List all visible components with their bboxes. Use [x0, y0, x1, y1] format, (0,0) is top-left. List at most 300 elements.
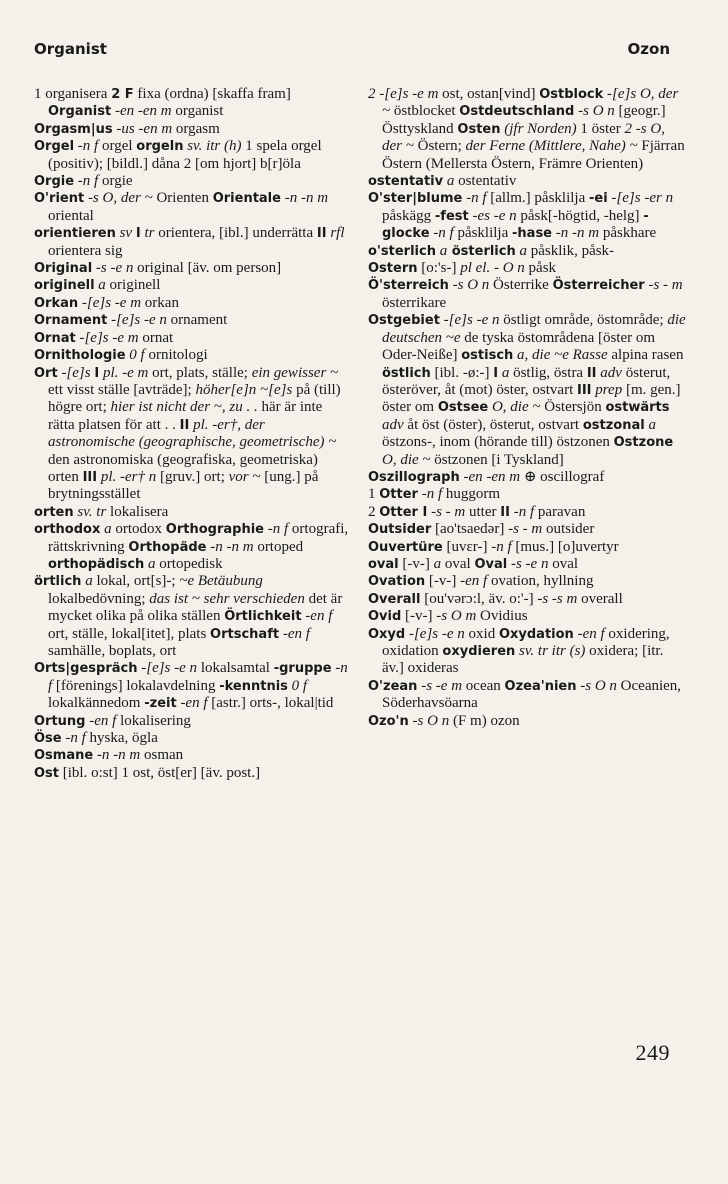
definition-text: oxid — [464, 625, 499, 642]
grammar-note: -s O n — [408, 712, 450, 729]
grammar-note: -e m — [118, 364, 149, 381]
grammar-note: a — [443, 173, 455, 190]
definition-text: [astr.] orts-, lokal|tid — [207, 695, 334, 712]
definition-text: [m. gen.] öster om — [382, 381, 681, 416]
sense-number: II — [316, 226, 327, 242]
headword: Ostzone — [613, 435, 674, 451]
dictionary-entry — [368, 86, 686, 173]
definition-text: ortopedisk — [155, 555, 223, 572]
grammar-note: -n f — [263, 521, 289, 538]
definition-text: lokal, ort[s]-; — [92, 573, 180, 590]
definition-text: de tyska östområdena [öster om Oder-Neiße] — [382, 329, 656, 364]
headword: Ö'sterreich — [368, 278, 449, 294]
definition-text: original [äv. om person] — [133, 260, 282, 277]
headword: -ei — [589, 191, 608, 207]
grammar-note: O, die ~ — [488, 399, 541, 416]
dictionary-entry — [34, 660, 352, 712]
definition-text: [mus.] [o]uvertyr — [511, 538, 619, 555]
definition-text: påsklik, påsk- — [526, 242, 615, 259]
definition-text: oval — [548, 555, 579, 572]
grammar-note: ~e Betäubung — [179, 573, 263, 590]
definition-text: ort, ställe, lokal[itet], plats — [48, 625, 211, 642]
definition-text: österrikare — [382, 294, 447, 311]
grammar-note: 0 f — [287, 677, 308, 694]
headword: Ouvertüre — [368, 539, 443, 555]
definition-text: huggorm — [442, 486, 501, 503]
dictionary-entry — [368, 626, 686, 678]
definition-text: [-v-] — [425, 573, 461, 590]
grammar-note: -en f — [85, 712, 117, 729]
grammar-note: -[e]s -e n — [137, 660, 198, 677]
grammar-note: -n f — [462, 190, 487, 207]
sense-number: 2 — [111, 87, 125, 102]
sense-number: I — [417, 504, 428, 520]
definition-text: orientera sig — [48, 242, 123, 259]
headword: östlich — [382, 365, 431, 381]
grammar-note: -s -s m — [537, 590, 578, 607]
sense-number: I — [94, 365, 100, 381]
grammar-note: -n f — [61, 730, 86, 747]
headword: Ornithologie — [34, 348, 126, 364]
definition-text: 1 — [368, 486, 380, 503]
definition-text: ostentativ — [454, 173, 517, 190]
grammar-note: -en f — [460, 573, 488, 590]
grammar-note: -es -e n — [468, 207, 517, 224]
grammar-note: 0 f — [125, 347, 145, 364]
grammar-note: a — [515, 242, 527, 259]
grammar-note: -n f — [74, 138, 99, 155]
definition-text: orgel — [98, 138, 137, 155]
grammar-note: -s O, der ~ — [84, 190, 153, 207]
grammar-note: -us -en m — [112, 120, 173, 137]
grammar-note: -en f — [176, 695, 208, 712]
grammar-note: 2 -[e]s -e m — [368, 86, 439, 102]
definition-text: [uvɛr-] — [442, 538, 492, 555]
headword: Ortschaft — [210, 626, 280, 642]
grammar-note: a — [435, 242, 448, 259]
dictionary-entry — [368, 591, 686, 608]
definition-text: oval — [441, 555, 475, 572]
sense-number: I — [135, 226, 141, 242]
headword: Ortung — [34, 713, 86, 729]
dictionary-entry — [34, 573, 352, 660]
grammar-note: -en f — [573, 625, 605, 642]
sense-number: III — [82, 469, 98, 485]
headword: O'ster|blume — [368, 191, 463, 207]
grammar-note: a — [81, 573, 93, 590]
definition-text: Fjärran Östern (Mellersta Östern, Främre Orienten) — [382, 138, 685, 172]
definition-text: [ao'tsaedər] — [431, 521, 509, 538]
headword: Ostern — [368, 261, 418, 277]
definition-text: orgie — [98, 173, 133, 190]
definition-text: [ou'vərɔ:l, äv. o:'-] — [420, 590, 538, 607]
definition-text: orgasm — [172, 120, 220, 137]
grammar-note: -[e]s -e n — [405, 625, 465, 642]
grammar-note: pl. -er†, der astronomische (geographische, geometrische) ~ — [48, 416, 337, 451]
definition-text: [o:'s-] — [417, 260, 461, 277]
grammar-note: a — [100, 521, 112, 538]
definition-text: ortoped — [253, 538, 304, 555]
grammar-note: -[e]s — [57, 364, 95, 381]
sense-number: II — [586, 365, 597, 381]
grammar-note: das ist ~ sehr verschieden — [149, 590, 305, 607]
dictionary-entry — [34, 86, 352, 121]
headword: Organist — [48, 104, 112, 120]
grammar-note: hier ist nicht der ~, zu . . — [110, 399, 258, 416]
headword: Oxyd — [368, 626, 406, 642]
headword: Orgasm|us — [34, 121, 113, 137]
definition-text: lokalkännedom — [48, 695, 145, 712]
grammar-note: -s O m — [436, 608, 477, 625]
dictionary-entry — [368, 521, 686, 538]
dictionary-entry — [368, 486, 686, 503]
definition-text: ortodox — [111, 521, 166, 538]
definition-text: organist — [171, 103, 224, 120]
definition-text: fixa (ordna) [skaffa fram] — [133, 86, 291, 102]
grammar-note: -n -n m — [280, 190, 329, 207]
grammar-note: -n -n m — [552, 225, 600, 242]
definition-text: [ibl. -ø:-] — [430, 364, 494, 381]
sense-number: II — [500, 504, 510, 520]
grammar-note: pl. -er† n — [97, 468, 157, 485]
headword: o'sterlich — [368, 243, 436, 259]
definition-text: på (till) högre ort; — [48, 381, 341, 416]
headword: orthodox — [34, 522, 101, 538]
headword: -kenntnis — [219, 678, 288, 694]
page-number: 249 — [635, 1040, 670, 1065]
dictionary-entry — [34, 713, 352, 730]
headword: -zeit — [144, 696, 177, 712]
dictionary-entry — [34, 138, 352, 173]
sense-number: I — [493, 365, 499, 381]
grammar-note: pl el. - O n — [460, 260, 525, 277]
headword: Outsider — [368, 522, 432, 538]
headword: Otter — [379, 487, 418, 503]
headword: orientieren — [34, 226, 116, 242]
definition-text: ovation, hyllning — [487, 573, 594, 590]
grammar-note: -s O n — [448, 277, 490, 294]
grammar-note: -n f — [429, 225, 454, 242]
headword: -fest — [434, 208, 469, 224]
definition-text: 1 öster — [576, 120, 625, 137]
headword: ostentativ — [368, 174, 444, 190]
headword: Ost — [34, 765, 60, 781]
definition-text: lokalbedövning; — [48, 590, 150, 607]
grammar-note: -s - m — [644, 277, 683, 294]
definition-text: utter — [465, 503, 501, 520]
grammar-note: O, die ~ — [382, 451, 431, 468]
headword: Oxydation — [498, 626, 574, 642]
headword: Örtlichkeit — [224, 609, 302, 625]
definition-text: 2 — [368, 503, 380, 520]
dictionary-entry — [34, 330, 352, 347]
dictionary-entry — [34, 312, 352, 329]
headword: Ozo'n — [368, 713, 409, 729]
definition-text: östzonen [i Tyskland] — [430, 451, 564, 468]
headword: Ovation — [368, 574, 426, 590]
headword: Oval — [474, 556, 508, 572]
headword: orthopädisch — [48, 556, 145, 572]
definition-text: [allm.] påsklilja — [486, 190, 589, 207]
headword: Öse — [34, 731, 62, 747]
headword: Orthographie — [165, 522, 264, 538]
headword: Ostsee — [437, 400, 489, 416]
headword: -glocke — [382, 208, 649, 242]
dictionary-entry — [34, 347, 352, 364]
headword: -gruppe — [273, 661, 332, 677]
dictionary-entry — [368, 713, 686, 730]
dictionary-entry — [368, 312, 686, 469]
grammar-note: a — [644, 416, 656, 433]
definition-text: oxidering, oxidation — [382, 625, 670, 659]
grammar-note: -s - m — [508, 521, 543, 538]
dictionary-entry — [34, 765, 352, 782]
grammar-note: sv — [115, 225, 136, 242]
grammar-note: -en f — [279, 625, 310, 642]
headword: Ovid — [368, 609, 402, 625]
dictionary-entry — [34, 173, 352, 190]
dictionary-entry — [368, 504, 686, 521]
grammar-note: -s O n — [574, 103, 615, 120]
sense-number: F — [124, 87, 134, 102]
headword: Osmane — [34, 748, 94, 764]
definition-text: östblocket — [390, 103, 460, 120]
dictionary-entry — [34, 747, 352, 764]
grammar-note: die deutschen ~e — [382, 312, 686, 346]
grammar-note: -s -e n — [507, 555, 549, 572]
dictionary-entry — [34, 260, 352, 277]
grammar-note: -[e]s -e m — [78, 294, 142, 311]
headword: orten — [34, 504, 74, 520]
grammar-note: -[e]s -e n — [107, 312, 167, 329]
dictionary-entry — [368, 556, 686, 573]
right-column — [368, 86, 686, 730]
definition-text: osman — [140, 747, 184, 764]
headword: -hase — [512, 226, 552, 242]
definition-text: Östersjön — [540, 399, 606, 416]
headword: Orts|gespräch — [34, 661, 138, 677]
grammar-note: -s -e n — [92, 260, 134, 277]
dictionary-entry — [34, 504, 352, 521]
grammar-note: -n f — [48, 660, 348, 694]
definition-text: ost, ostan[vind] — [438, 86, 540, 102]
sense-number: II — [179, 417, 190, 433]
dictionary-entry — [368, 539, 686, 556]
definition-text: Österrike — [489, 277, 553, 294]
sense-number: III — [577, 382, 592, 398]
headword: Orthopäde — [128, 539, 207, 555]
dictionary-entry — [34, 365, 352, 504]
definition-text: paravan — [534, 503, 586, 520]
definition-text: [-v-] — [401, 608, 437, 625]
definition-text: påskägg — [382, 207, 435, 224]
definition-text: Ovidius — [476, 608, 528, 625]
definition-text: östlig, östra — [509, 364, 587, 381]
grammar-note: prep — [591, 381, 623, 398]
headword: oval — [368, 556, 399, 572]
definition-text: Oceanien, Söderhavsöarna — [382, 677, 682, 712]
grammar-note: a — [94, 277, 106, 294]
definition-text: påsk — [524, 260, 557, 277]
grammar-note: der Ferne (Mittlere, Nahe) ~ — [465, 138, 638, 155]
definition-text: Orienten — [152, 190, 213, 207]
grammar-note: -n -n m — [93, 747, 141, 764]
grammar-note: sv. tr itr (s) — [515, 643, 586, 659]
definition-text: hyska, ögla — [85, 730, 158, 747]
dictionary-entry — [368, 190, 686, 242]
dictionary-entry — [34, 521, 352, 573]
headword: Ort — [34, 365, 58, 381]
definition-text: [förenings] lokalavdelning — [52, 677, 220, 694]
definition-text: alpina rasen — [607, 347, 684, 364]
definition-text: ⊕ oscillograf — [520, 468, 605, 485]
headword: Otter — [379, 504, 418, 520]
definition-text: lokalisera — [106, 503, 169, 520]
definition-text: Östern; — [413, 138, 466, 155]
headword: ostwärts — [605, 400, 670, 416]
headword: örtlich — [34, 574, 82, 590]
grammar-note: vor ~ — [228, 468, 261, 485]
grammar-note: a — [498, 364, 510, 381]
definition-text: ozon — [486, 712, 520, 729]
headword: Oszillograph — [368, 469, 460, 485]
headword: Orkan — [34, 295, 79, 311]
headword: Ostdeutschland — [459, 104, 575, 120]
headword: O'rient — [34, 191, 85, 207]
headword: orgeln — [136, 139, 184, 155]
headword: Overall — [368, 591, 421, 607]
headword: ostisch — [461, 348, 514, 364]
grammar-note: höher[e]n ~[e]s — [195, 381, 293, 398]
grammar-note: a — [144, 555, 156, 572]
dictionary-entry — [368, 608, 686, 625]
definition-text: påsk[-högtid, -helg] — [516, 207, 644, 224]
definition-text: [-v-] — [398, 555, 434, 572]
headword: Ornament — [34, 313, 108, 329]
definition-text: [gruv.] ort; — [156, 468, 229, 485]
grammar-note: -n f — [417, 486, 443, 503]
dictionary-entry — [368, 260, 686, 277]
definition-text: ort, plats, ställe; — [148, 364, 252, 381]
grammar-note: -n f — [509, 503, 535, 520]
headword: Ostgebiet — [368, 313, 440, 329]
definition-text: orientera, [ibl.] underrätta — [154, 225, 317, 242]
dictionary-entry — [34, 730, 352, 747]
definition-text: östzons-, inom (hörande till) östzonen — [382, 434, 614, 451]
definition-text: påskhare — [599, 225, 657, 242]
definition-text: 1 spela orgel (positiv); [bildl.] dåna 2 [om hjort] b[r]öla — [48, 138, 322, 172]
headword: Osten — [457, 121, 501, 137]
headword: Ostblock — [539, 87, 604, 102]
grammar-note: pl. — [99, 364, 119, 381]
grammar-note: -s - m — [427, 503, 466, 520]
definition-text: (F m) — [449, 712, 487, 729]
left-column — [34, 86, 352, 782]
definition-text: det är mycket olika på olika ställen — [48, 590, 343, 625]
definition-text: 1 organisera — [34, 86, 112, 102]
definition-text: östligt område, östområde; — [499, 312, 668, 329]
headword: Orgel — [34, 139, 75, 155]
grammar-note: -n f — [74, 173, 99, 190]
headword: O'zean — [368, 678, 418, 694]
grammar-note: -s -e m — [417, 677, 463, 694]
dictionary-entry — [368, 277, 686, 312]
definition-text: lokalsamtal — [197, 660, 274, 677]
grammar-note: 2 -s O, der ~ — [382, 120, 665, 155]
grammar-note: -n -n m — [206, 538, 254, 555]
definition-text: påsklilja — [453, 225, 513, 242]
grammar-note: -en f — [301, 608, 333, 625]
headword: Orientale — [212, 191, 281, 207]
dictionary-entry — [368, 173, 686, 190]
grammar-note: -en -en m — [111, 103, 172, 120]
grammar-note: rfl — [326, 225, 345, 242]
definition-text: ortografi, rättskrivning — [48, 521, 349, 555]
grammar-note: a — [433, 555, 442, 572]
definition-text: ett visst ställe [avträde]; — [48, 381, 196, 398]
grammar-note: -[e]s -er n — [607, 190, 674, 207]
definition-text: samhälle, boplats, ort — [48, 643, 177, 659]
definition-text: oriental — [48, 207, 94, 224]
grammar-note: (jfr Norden) — [500, 120, 577, 137]
grammar-note: adv — [596, 364, 622, 381]
dictionary-entry — [34, 121, 352, 138]
grammar-note: a, die ~e Rasse — [513, 347, 608, 364]
grammar-note: ein gewisser ~ — [251, 364, 339, 381]
definition-text: orkan — [141, 294, 179, 311]
definition-text: [ung.] på brytningsstället — [48, 468, 319, 503]
dictionary-entry — [368, 573, 686, 590]
definition-text: [geogr.] Östtyskland — [382, 103, 666, 137]
definition-text: ocean — [462, 677, 505, 694]
headword: ostzonal — [582, 417, 645, 433]
definition-text: [ibl. o:st] 1 ost, öst[er] [äv. post.] — [59, 764, 261, 781]
headword: Österreicher — [552, 278, 645, 294]
definition-text: österut, österöver, åt (mot) öster, ostvart — [382, 364, 671, 398]
headword: Ornat — [34, 330, 76, 346]
definition-text: overall — [577, 590, 623, 607]
definition-text: den astronomiska (geografiska, geometriska) orten — [48, 451, 318, 485]
grammar-note: sv. tr — [73, 503, 107, 520]
left-guide-word: Organist — [34, 40, 107, 58]
headword: Original — [34, 261, 93, 277]
dictionary-entry — [34, 295, 352, 312]
grammar-note: -[e]s -e m — [75, 329, 139, 346]
dictionary-entry — [34, 225, 352, 260]
headword: oxydieren — [442, 644, 516, 659]
grammar-note: -[e]s O, der ~ — [382, 86, 679, 120]
dictionary-entry — [368, 469, 686, 486]
definition-text: här är inte rätta platsen för att . . — [48, 399, 323, 433]
definition-text: originell — [105, 277, 161, 294]
definition-text: lokalisering — [116, 712, 191, 729]
grammar-note: sv. itr (h) — [183, 138, 242, 155]
dictionary-entry — [368, 678, 686, 713]
definition-text: åt öst (öster), österut, ostvart — [403, 416, 583, 433]
grammar-note: -en -en m — [459, 468, 521, 485]
grammar-note: tr — [140, 225, 155, 242]
dictionary-entry — [34, 190, 352, 225]
definition-text: ornament — [166, 312, 228, 329]
grammar-note: adv — [382, 416, 404, 433]
headword: originell — [34, 278, 95, 294]
grammar-note: -n f — [491, 538, 512, 555]
right-guide-word: Ozon — [627, 40, 670, 58]
grammar-note: -[e]s -e n — [439, 312, 500, 329]
definition-text: ornat — [138, 329, 174, 346]
headword: Ozea'nien — [504, 678, 577, 694]
dictionary-entry — [34, 277, 352, 294]
